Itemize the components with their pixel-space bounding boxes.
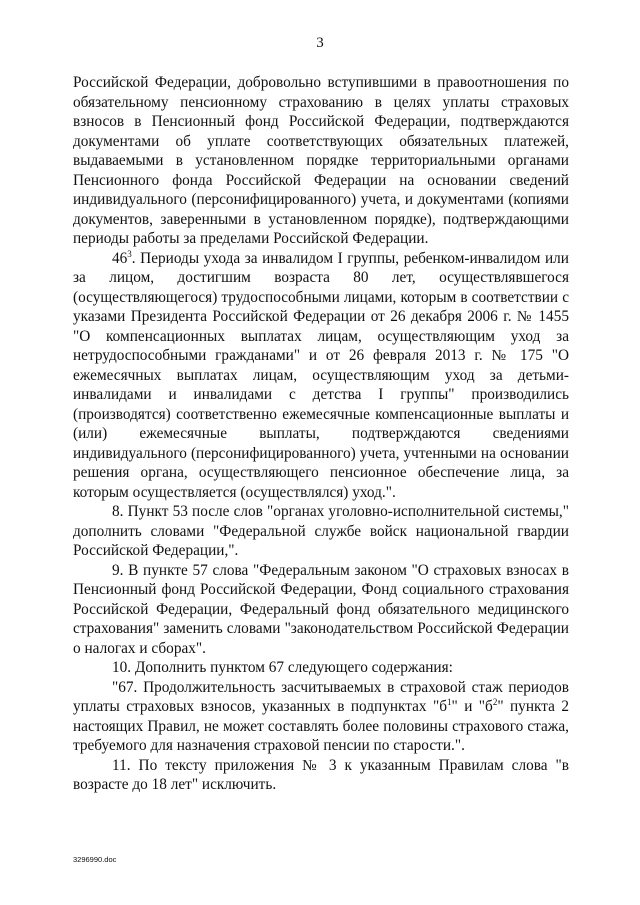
document-body [73,73,569,795]
paragraph-item-10: 10. Дополнить пунктом 67 следующего содержания: [112,659,453,676]
superscript: 3 [127,248,132,259]
paragraph-item-67 [73,678,569,756]
superscript: 1 [447,697,452,707]
paragraph-item-8: 8. Пункт 53 после слов "органах уголовно-исполнительной системы," дополнить словами "Федеральной службе войск национальной гвардии Российской Федерации,". [73,503,569,559]
paragraph-text: " и "б [451,698,493,715]
paragraph-text: . Периоды ухода за инвалидом I группы, ребенком-инвалидом или за лицом, достигшим возраста 80 лет, осуществлявшегося (осуществляющегося) трудоспособными лицами, которым в соответствии с указами Президента Российской Федерации от 26 декабря 2006 г. № 1455 "О компенсационных выплатах лицам, осуществляющим уход за нетрудоспособными гражданами" и от 26 февраля 2013 г. № 175 "О ежемесячных выплатах лицам, осуществляющим уход за детьми-инвалидами и инвалидами с детства I группы" производились (производятся) соответственно ежемесячные компенсационные выплаты и (или) ежемесячные выплаты, подтверждаются сведениями индивидуального (персонифицированного) учета, учтенными на основании решения органа, осуществляющего пенсионное обеспечение лица, за которым осуществляется (осуществлялся) уход.". [73,249,569,501]
page-number: 3 [316,35,324,51]
footer-file-code: 3296990.doc [73,855,117,864]
paragraph-item-11: 11. По тексту приложения № 3 к указанным Правилам слова "в возрасте до 18 лет" исключить. [73,756,569,793]
superscript: 2 [492,697,498,707]
paragraph-continuation: Российской Федерации, добровольно вступившими в правоотношения по обязательному пенсионному страхованию в целях уплаты страховых взносов в Пенсионный фонд Российской Федерации, подтверждаются документами об уплате соответствующих обязательных платежей, выдаваемыми в установленном порядке территориальными органами Пенсионного фонда Российской Федерации на основании сведений индивидуального (персонифицированного) учета, и документами (копиями документов, заверенными в установленном порядке), подтверждающими периоды работы за пределами Российской Федерации. [73,74,569,247]
paragraph-text: "67. Продолжительность засчитываемых в страховой стаж периодов уплаты страховых взносов, указанных в подпунктах "б [73,678,569,715]
paragraph-46-3 [73,249,569,503]
paragraph-text: " пункта 2 настоящих Правил, не может составлять более половины страхового стажа, требуемого для назначения страховой пенсии по старости.". [73,698,569,754]
paragraph-item-9: 9. В пункте 57 слова "Федеральным законом "О страховых взносах в Пенсионный фонд Российской Федерации, Фонд социального страхования Российской Федерации, Федеральный фонд обязательного медицинского страхования" заменить словами "законодательством Российской Федерации о налогах и сборах". [73,561,569,657]
paragraph-number: 46 [112,249,128,267]
